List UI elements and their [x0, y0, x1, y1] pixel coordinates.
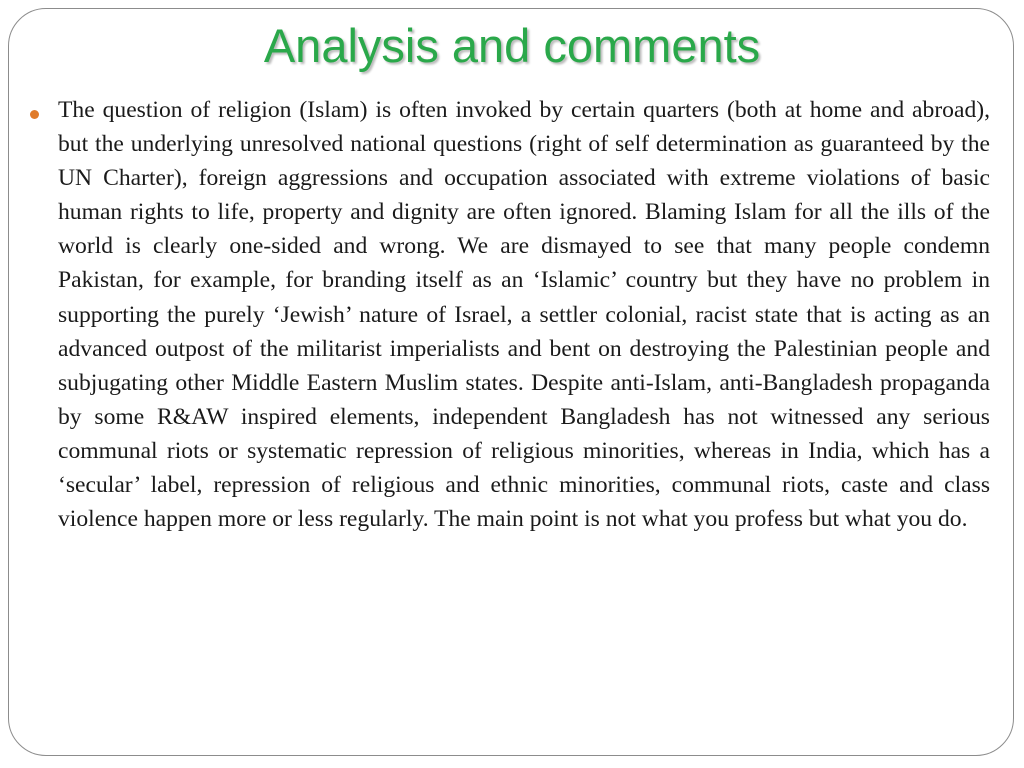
slide-title: Analysis and comments — [263, 19, 761, 72]
slide-body-text: The question of religion (Islam) is often invoked by certain quarters (both at home and abroad), but the underlying unresolved national questions (right of self determination as guaranteed by the UN Charter), foreign aggressions and occupation associated with extreme violations of basic human rights to life, property and dignity are often ignored. Blaming Islam for all the ills of the world is clearly one-sided and wrong. We are dismayed to see that many people condemn Pakistan, for example, for branding itself as an ‘Islamic’ country but they have no problem in supporting the purely ‘Jewish’ nature of Israel, a settler colonial, racist state that is acting as an advanced outpost of the militarist imperialists and bent on destroying the Palestinian people and subjugating other Middle Eastern Muslim states. Despite anti-Islam, anti-Bangladesh propaganda by some R&AW inspired elements, independent Bangladesh has not witnessed any serious communal riots or systematic repression of religious minorities, whereas in India, which has a ‘secular’ label, repression of religious and ethnic minorities, communal riots, caste and class violence happen more or less regularly. The main point is not what you profess but what you do. — [58, 97, 990, 533]
bullet-icon — [30, 110, 39, 119]
